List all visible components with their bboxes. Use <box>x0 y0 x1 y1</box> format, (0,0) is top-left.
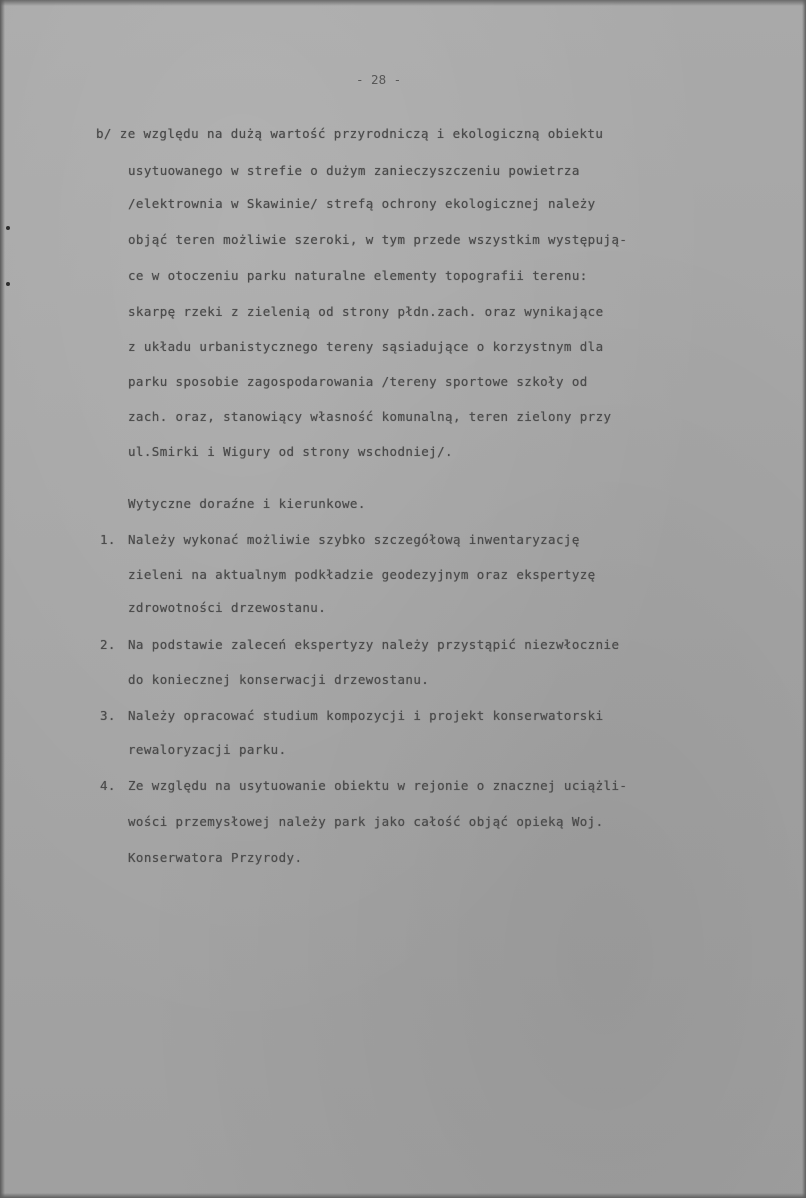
page-edge-right <box>802 0 806 1198</box>
page-edge-bottom <box>0 1193 806 1198</box>
section-b-line: zach. oraz, stanowiący własność komunalną, teren zielony przy <box>128 409 612 424</box>
section-b-line: skarpę rzeki z zielenią od strony płdn.zach. oraz wynikające <box>128 304 604 319</box>
guideline-line: Należy wykonać możliwie szybko szczegółową inwentaryzację <box>128 532 580 547</box>
guideline-line: do koniecznej konserwacji drzewostanu. <box>128 672 430 687</box>
section-b-line: objąć teren możliwie szeroki, w tym przede wszystkim występują- <box>128 232 628 247</box>
section-b-line: /elektrownia w Skawinie/ strefą ochrony ekologicznej należy <box>128 196 596 211</box>
guideline-number: 1. <box>100 532 116 547</box>
guideline-line: Konserwatora Przyrody. <box>128 850 303 865</box>
guideline-line: rewaloryzacji parku. <box>128 742 287 757</box>
guideline-line: Na podstawie zaleceń ekspertyzy należy przystąpić niezwłocznie <box>128 637 620 652</box>
guideline-number: 3. <box>100 708 116 723</box>
guideline-number: 4. <box>100 778 116 793</box>
section-b-line: b/ ze względu na dużą wartość przyrodniczą i ekologiczną obiektu <box>96 126 604 141</box>
page-edge-left <box>0 0 5 1198</box>
guideline-line: Ze względu na usytuowanie obiektu w rejonie o znacznej uciążli- <box>128 778 628 793</box>
guideline-line: zieleni na aktualnym podkładzie geodezyjnym oraz ekspertyzę <box>128 567 596 582</box>
guidelines-heading: Wytyczne doraźne i kierunkowe. <box>128 496 366 511</box>
page-number: - 28 - <box>356 72 402 87</box>
page-edge-top <box>0 0 806 6</box>
guideline-line: Należy opracować studium kompozycji i projekt konserwatorski <box>128 708 604 723</box>
section-b-line: parku sposobie zagospodarowania /tereny sportowe szkoły od <box>128 374 588 389</box>
guideline-line: wości przemysłowej należy park jako całość objąć opieką Woj. <box>128 814 604 829</box>
guideline-line: zdrowotności drzewostanu. <box>128 600 327 615</box>
section-b-line: ul.Smirki i Wigury od strony wschodniej/. <box>128 444 453 459</box>
section-b-line: ce w otoczeniu parku naturalne elementy topografii terenu: <box>128 268 588 283</box>
punch-hole-mark <box>6 226 10 230</box>
guideline-number: 2. <box>100 637 116 652</box>
section-b-line: z układu urbanistycznego tereny sąsiadujące o korzystnym dla <box>128 339 604 354</box>
punch-hole-mark <box>6 282 10 286</box>
section-b-line: usytuowanego w strefie o dużym zanieczyszczeniu powietrza <box>128 163 580 178</box>
